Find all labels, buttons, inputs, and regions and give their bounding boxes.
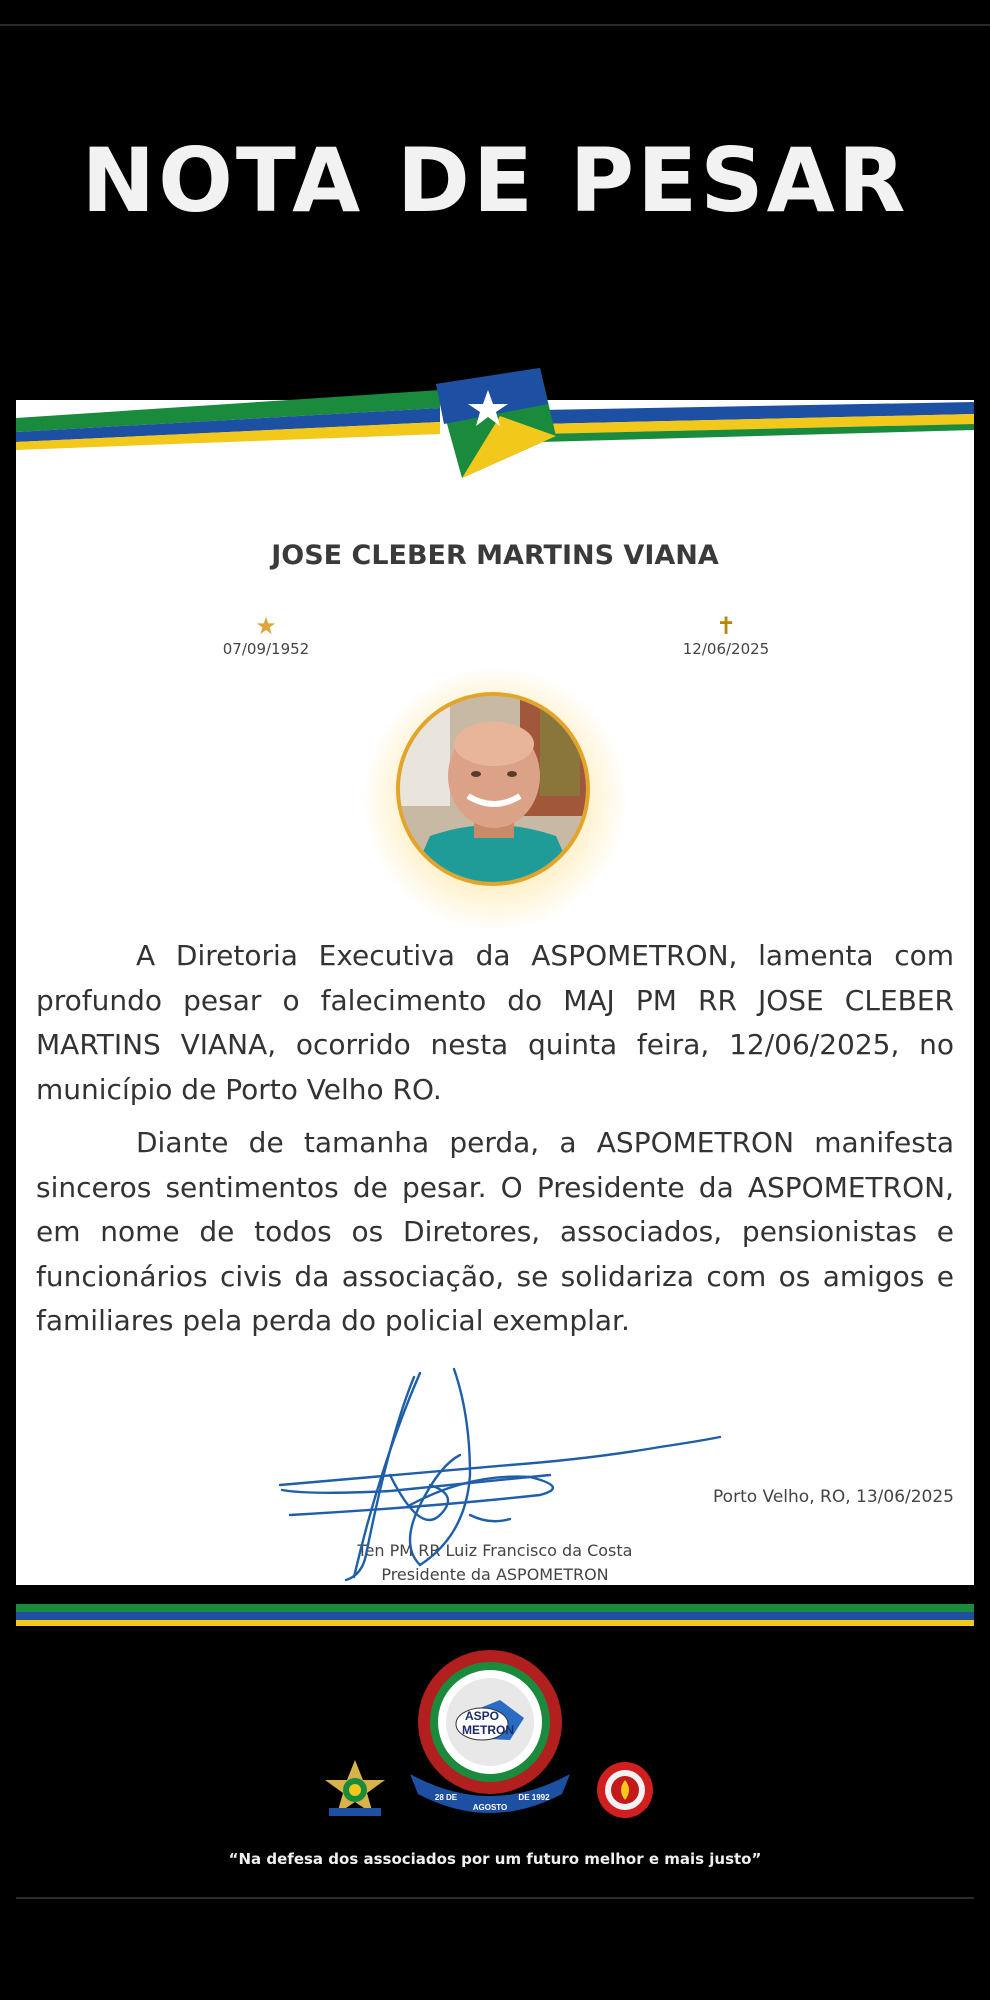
message-body (36, 934, 954, 1353)
birth-date-block (186, 612, 346, 658)
logo-text-bottom: METRON (462, 1723, 514, 1737)
logo-text-top: ASPO (464, 1709, 500, 1723)
message-paragraph-1: A Diretoria Executiva da ASPOMETRON, lamenta com profundo pesar o falecimento do MAJ PM RR JOSE CLEBER MARTINS VIANA, ocorrido nesta quinta feira, 12/06/2025, no município de Porto Velho RO. (36, 939, 954, 1106)
ribbon-right: DE 1992 (518, 1793, 550, 1802)
fire-brigade-emblem-icon (597, 1762, 653, 1818)
rondonia-flag-icon (436, 368, 556, 478)
star-icon: ★ (255, 612, 277, 640)
military-police-emblem-icon (325, 1760, 385, 1816)
birth-date: 07/09/1952 (222, 640, 310, 658)
place-date: Porto Velho, RO, 13/06/2025 (713, 1487, 954, 1507)
emblems-row (0, 1640, 990, 1830)
top-divider (0, 24, 990, 26)
aspometron-logo (410, 1650, 570, 1813)
bottom-divider (16, 1897, 974, 1899)
cross-icon: ✝ (715, 612, 737, 640)
signer-role: Presidente da ASPOMETRON (381, 1565, 609, 1584)
handwritten-signature (270, 1355, 730, 1585)
deceased-name: JOSE CLEBER MARTINS VIANA (271, 540, 719, 571)
death-date: 12/06/2025 (682, 640, 770, 658)
footer-motto: “Na defesa dos associados por um futuro melhor e mais justo” (228, 1850, 762, 1868)
message-paragraph-2: Diante de tamanha perda, a ASPOMETRON manifesta sinceros sentimentos de pesar. O Presidente da ASPOMETRON, em nome de todos os Diretores, associados, pensionistas e funcionários civis da associação, se solidariza com os amigos e familiares pela perda do policial exemplar. (36, 1126, 954, 1337)
ribbon-left: 28 DE (434, 1793, 458, 1802)
portrait-photo (396, 692, 590, 886)
bottom-flag-stripe (16, 1604, 974, 1626)
death-date-block (646, 612, 806, 658)
signer-name: Ten PM RR Luiz Francisco da Costa (357, 1541, 633, 1560)
ribbon-mid: AGOSTO (472, 1803, 508, 1812)
page-title: NOTA DE PESAR (81, 129, 909, 232)
flag-banner (0, 350, 990, 490)
